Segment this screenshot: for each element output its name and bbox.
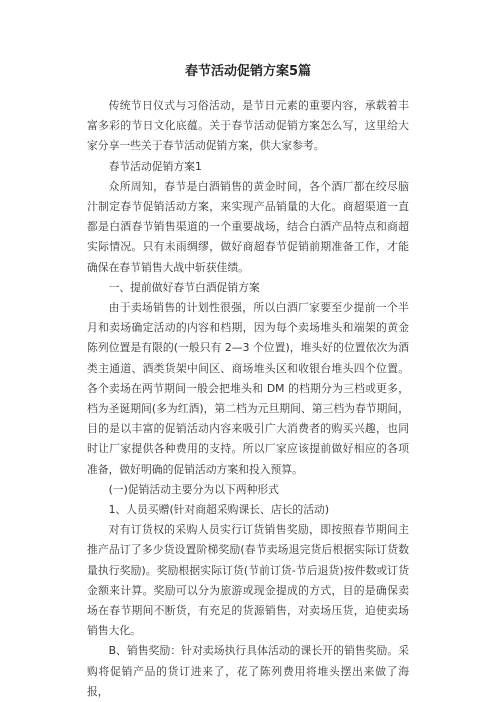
list-heading: (一)促销活动主要分为以下两种形式 xyxy=(108,482,279,496)
intro-paragraph: 传统节日仪式与习俗活动，是节日元素的重要内容，承载着丰富多彩的节日文化底蕴。关于春节活动促销方案怎么写，这里给大家分享一些关于春节活动促销方案，供大家参考。 xyxy=(87,99,409,153)
subsection-heading: 一、提前做好春节白酒促销方案 xyxy=(108,280,260,294)
body-paragraph: 众所周知，春节是白酒销售的黄金时间，各个酒厂都在绞尽脑汁制定春节促销活动方案，来实现产品销量的大化。商超渠道一直都是白酒春节销售渠道的一个重要战场，结合白酒产品特点和商超实际情况。只有未雨绸缪，做好商超春节促销前期准备工作，才能确保在春节销售大战中斩获佳绩。 xyxy=(87,179,409,274)
body-paragraph: B、销售奖励：针对卖场执行具体活动的课长开的销售奖励。采购将促销产品的货订进来了，花了陈列费用将堆头摆出来做了海报， xyxy=(87,644,409,698)
section-heading: 春节活动促销方案1 xyxy=(108,159,202,173)
body-paragraph: 由于卖场销售的计划性很强，所以白酒厂家要至少提前一个半月和卖场确定活动的内容和档期，因为每个卖场堆头和端架的黄金陈列位置是有限的(一般只有 2—3 个位置)，堆头好的位置依次为酒类主通道、酒类货架中间区、商场堆头区和收银台堆头四个位置。各个卖场在两节期间一般会把堆头和 DM 的档期分为三档或更多，档为圣诞期间(多为红酒)，第二档为元旦期间、第三档为春节期间，目的是以丰富的促销活动内容来吸引广大消费者的购买兴趣，也同时让厂家提供各种费用的支持。所以厂家应该提前做好相应的各项准备，做好明确的促销活动方案和投入预算。 xyxy=(87,301,409,476)
list-item-heading: 1、人员买赠(针对商超采购课长、店长的活动) xyxy=(108,503,330,517)
body-paragraph: 对有订货权的采购人员实行订货销售奖励，即按照春节期间主推产品订了多少货设置阶梯奖励(春节卖场退完货后根据实际订货数量执行奖励)。奖励根据实际订货(节前订货-节后退货)按件数或订货金额来计算。奖励可以分为旅游或现金提成的方式，目的是确保卖场在春节期间不断货，有充足的货源销售，对卖场压货，迫使卖场销售大化。 xyxy=(87,523,409,638)
document-title: 春节活动促销方案5篇 xyxy=(184,64,312,79)
document-body xyxy=(87,96,409,702)
